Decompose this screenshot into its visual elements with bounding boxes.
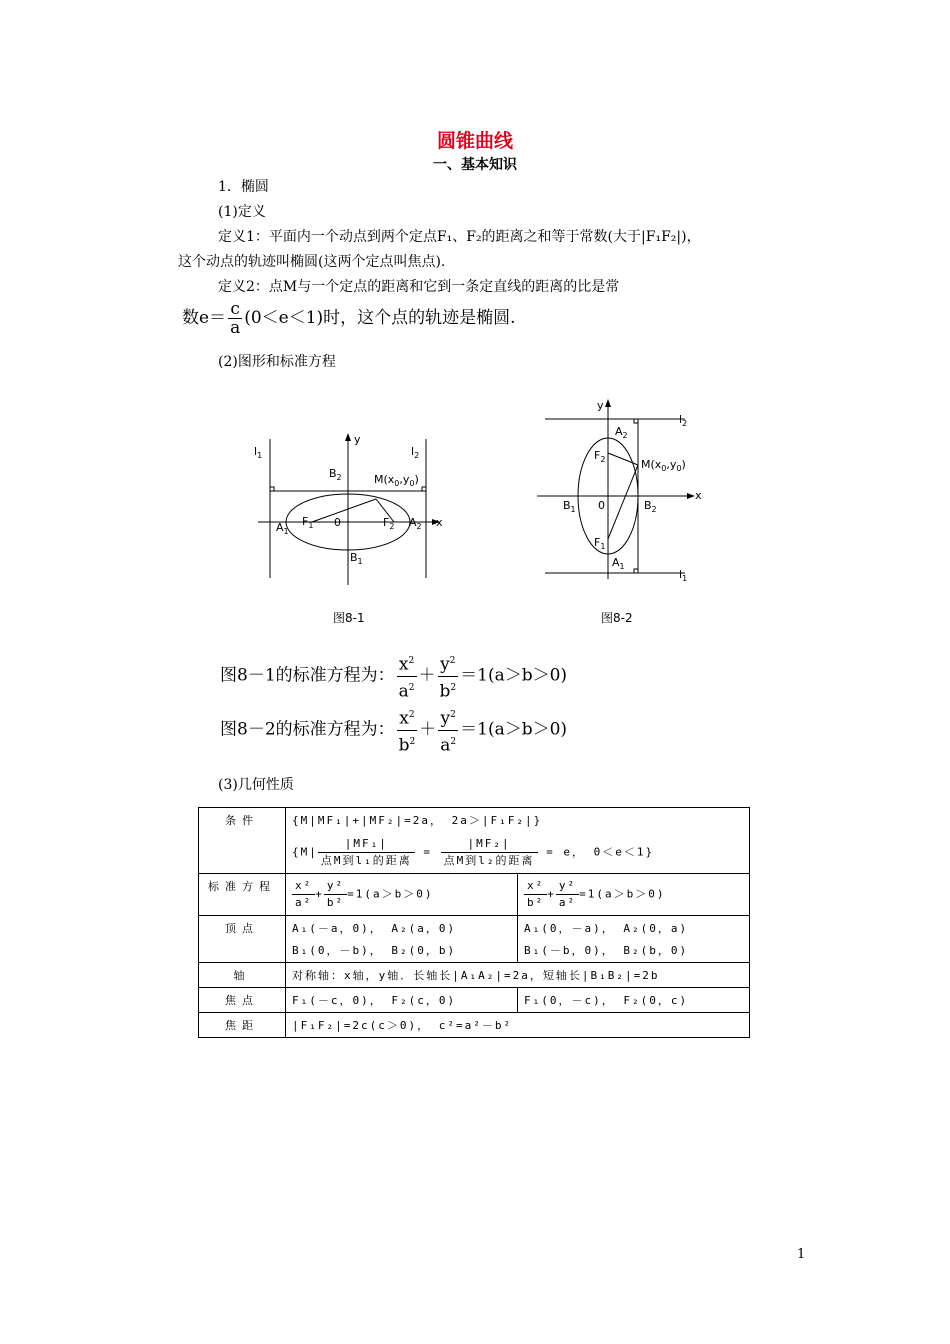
label-y: y	[354, 433, 361, 446]
label-A2: $A_2$	[615, 425, 628, 440]
segment-F1-M	[312, 499, 376, 522]
eq2-term-x: $\frac{x^2}{b^2}$	[397, 704, 418, 756]
figure-8-1	[246, 425, 456, 590]
table-row-vertex	[199, 916, 750, 963]
vertex-left: A₁(－a，0)， A₂(a，0) B₁(0，－b)， B₂(0，b)	[286, 916, 518, 963]
eq2-prefix: 图8－2的标准方程为：	[220, 719, 395, 740]
label-F1: $F_1$	[302, 515, 314, 530]
subheading-definition: (1)定义	[218, 204, 266, 220]
condition-cell	[286, 808, 750, 874]
label-M: $M(x_0,y_0)$	[641, 458, 686, 473]
label-l1: $l_1$	[679, 568, 688, 583]
focus-right: F₁(0，－c)， F₂(0，c)	[517, 988, 749, 1013]
std-eq-right: $\frac{\text{x²}}{\text{b²}}$ + $\frac{\text{y²}}{\text{a²}}$ =1(a＞b＞0)	[517, 874, 749, 916]
equation-8-1: 图8－1的标准方程为： $\frac{x^2}{a^2}$ ＋ $\frac{y^2}{b^2}$ ＝1(a＞b＞0)	[220, 650, 567, 702]
def2-suffix: (0＜e＜1)时，这个点的轨迹是椭圆.	[244, 308, 516, 328]
eq1-term-x: $\frac{x^2}{a^2}$	[397, 650, 417, 702]
label-origin: 0	[334, 516, 341, 529]
frac-denominator: a	[230, 318, 241, 338]
label-M: $M(x_0,y_0)$	[374, 473, 419, 488]
row-label-standard-equation: 标准方程	[199, 874, 286, 916]
right-angle-mark-right	[422, 487, 426, 491]
label-F2: $F_2$	[594, 449, 606, 464]
row-label-vertex: 顶点	[199, 916, 286, 963]
item-ellipse: 1．椭圆	[218, 179, 269, 195]
figure-8-2	[535, 395, 705, 585]
right-angle-mark-left	[270, 487, 274, 491]
definition-2-line-1: 定义2：点M与一个定点的距离和它到一条定直线的距离的比是常	[218, 279, 620, 295]
focal-distance-cell: |F₁F₂|=2c(c＞0)， c²=a²－b²	[286, 1013, 750, 1038]
right-angle-mark-bottom	[634, 569, 638, 573]
figure-8-1-caption: 图8-1	[333, 611, 365, 625]
eq2-suffix: ＝1(a＞b＞0)	[460, 719, 568, 740]
table-row-standard-equation	[199, 874, 750, 916]
row-label-axis: 轴	[199, 963, 286, 988]
definition-1-line-2: 这个动点的轨迹叫椭圆(这两个定点叫焦点).	[178, 254, 446, 270]
label-A2: $A_2$	[409, 516, 422, 531]
label-x: x	[695, 489, 702, 502]
x-arrow-icon	[687, 493, 695, 499]
page-number: 1	[797, 1247, 806, 1262]
row-label-condition: 条件	[199, 808, 286, 874]
label-B1: $B_1$	[350, 551, 363, 566]
definition-2-line-2	[182, 300, 516, 337]
page-title: 圆锥曲线	[436, 130, 513, 152]
eccentricity-fraction	[228, 300, 242, 337]
label-F1: $F_1$	[594, 536, 606, 551]
label-x: x	[436, 516, 443, 529]
condition-line-1: {M|MF₁|+|MF₂|=2a， 2a＞|F₁F₂|}	[292, 814, 543, 827]
label-A1: $A_1$	[612, 556, 625, 571]
table-row-focus	[199, 988, 750, 1013]
label-B2: $B_2$	[644, 499, 657, 514]
label-l2: $l_2$	[679, 413, 688, 428]
axis-cell: 对称轴：x轴，y轴．长轴长|A₁A₂|=2a，短轴长|B₁B₂|=2b	[286, 963, 750, 988]
segment-F2-M	[608, 453, 638, 465]
figure-8-2-caption: 图8-2	[601, 611, 633, 625]
label-A1: $A_1$	[276, 521, 289, 536]
table-row-focal-distance	[199, 1013, 750, 1038]
condition-line-2: {M| |MF₁| 点M到l₁的距离 = |MF₂| 点M到l₂的距离 = e， 0＜e＜1}	[292, 837, 655, 867]
properties-table	[198, 807, 750, 1038]
label-l1: $l_1$	[254, 445, 263, 460]
eq1-suffix: ＝1(a＞b＞0)	[460, 665, 568, 686]
right-angle-mark-top	[634, 419, 638, 423]
label-B2: $B_2$	[329, 467, 342, 482]
definition-1-line-1: 定义1：平面内一个动点到两个定点F₁、F₂的距离之和等于常数(大于|F₁F₂|)，	[218, 229, 701, 245]
label-origin: 0	[598, 499, 605, 512]
vertex-right: A₁(0，－a)， A₂(0，a) B₁(－b，0)， B₂(b，0)	[517, 916, 749, 963]
y-arrow-icon	[345, 433, 351, 441]
row-label-focus: 焦点	[199, 988, 286, 1013]
label-F2: $F_2$	[383, 516, 395, 531]
y-arrow-icon	[605, 399, 611, 407]
def2-prefix: 数e＝	[182, 308, 227, 328]
eq2-term-y: $\frac{y^2}{a^2}$	[438, 704, 458, 756]
frac-numerator: c	[228, 300, 242, 319]
eq1-term-y: $\frac{y^2}{b^2}$	[438, 650, 459, 702]
equation-8-2: 图8－2的标准方程为： $\frac{x^2}{b^2}$ ＋ $\frac{y^2}{a^2}$ ＝1(a＞b＞0)	[220, 704, 567, 756]
label-y: y	[597, 399, 604, 412]
table-row-axis	[199, 963, 750, 988]
label-l2: $l_2$	[411, 445, 420, 460]
eq1-prefix: 图8－1的标准方程为：	[220, 665, 395, 686]
section-heading: 一、基本知识	[433, 157, 517, 173]
std-eq-left: $\frac{\text{x²}}{\text{a²}}$ + $\frac{\text{y²}}{\text{b²}}$ =1(a＞b＞0)	[286, 874, 518, 916]
subheading-properties: (3)几何性质	[218, 777, 294, 793]
subheading-figure: (2)图形和标准方程	[218, 354, 336, 370]
row-label-focal-distance: 焦距	[199, 1013, 286, 1038]
focus-left: F₁(－c，0)， F₂(c，0)	[286, 988, 518, 1013]
table-row-condition	[199, 808, 750, 874]
label-B1: $B_1$	[563, 499, 576, 514]
